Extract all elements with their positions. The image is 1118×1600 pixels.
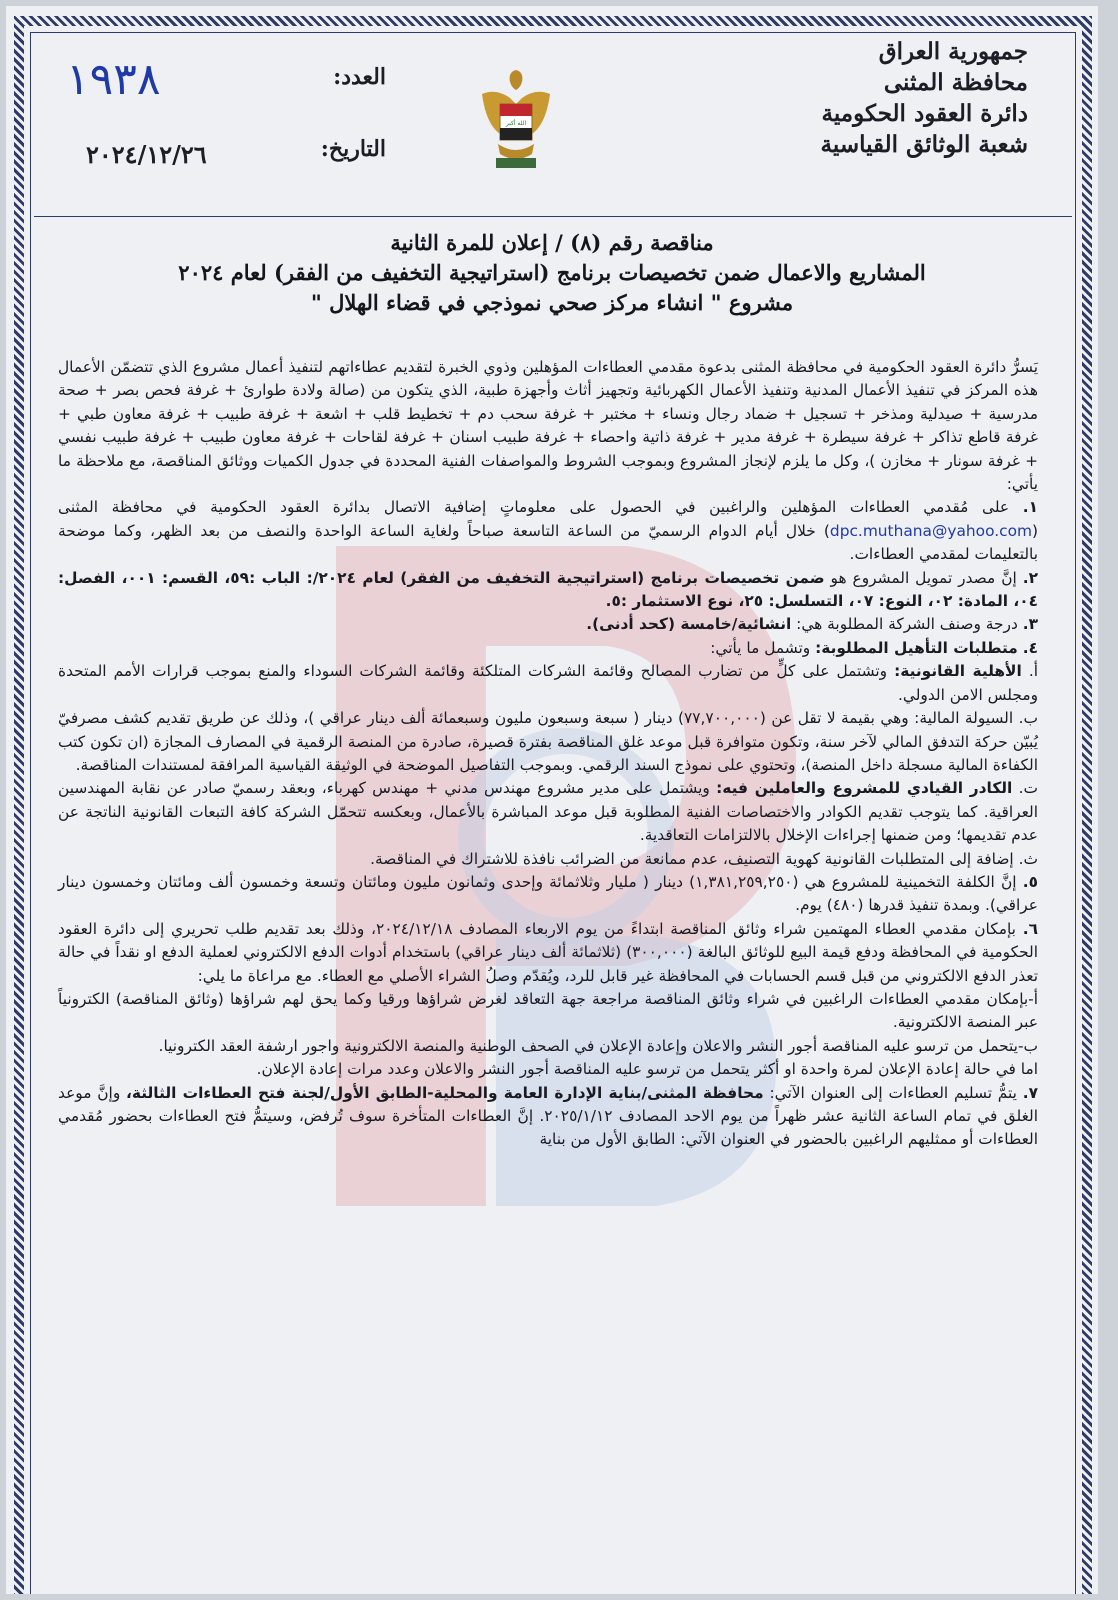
clause-number: ٣. [1022, 615, 1038, 634]
clause-number: ٥. [1022, 872, 1038, 891]
clause-3 [58, 613, 1038, 636]
clause-text: بإمكان مقدمي العطاء المهتمين شراء وثائق المناقصة ابتداءً من يوم الاربعاء المصادف ٢٠٢٤/١٢/١٨، وذلك بعد تقديم طلب تحريري إلى دائرة العقود الحكومية في المحافظة ودفع قيمة البيع للوثائق البالغة (٣٠٠,٠٠٠) (ثلاثمائة ألف دينار عراقي) باستخدام أدوات الدفع الالكتروني لعملية الدفع او نقداً في حالة تعذر الدفع الالكتروني من قبل قسم الحسابات في المحافظة غير قابل للرد، ويُقدّم وصلُ الشراء الأصلي مع العطاء. مع مراعاة ما يلي: [58, 919, 1038, 985]
division-name: شعبة الوثائق القياسية [820, 131, 1028, 158]
clause-4-c [58, 777, 1038, 847]
clause-text: وتشمل ما يأتي: [710, 638, 816, 657]
tender-number-title: مناقصة رقم (٨) / إعلان للمرة الثانية [390, 230, 714, 255]
country-name: جمهورية العراق [878, 38, 1028, 65]
clause-4-a [58, 660, 1038, 707]
submission-address: محافظة المثنى/بناية الإدارة العامة والمحلية-الطابق الأول/لجنة فتح العطاءات الثالثة، [126, 1083, 764, 1102]
governorate-name: محافظة المثنى [883, 69, 1028, 96]
clause-text: على مُقدمي العطاءات المؤهلين والراغبين في الحصول على معلوماتٍ إضافية الاتصال بدائرة العقود الحكومية في محافظة المثنى ( [58, 498, 1038, 540]
project-title: مشروع " انشاء مركز صحي نموذجي في قضاء الهلال " [310, 290, 794, 315]
header-divider [34, 216, 1072, 217]
clause-6 [58, 918, 1038, 988]
tender-titles [66, 228, 1038, 318]
sub-clause-text: ويشتمل على مدير مشروع مهندس مدني + مهندس كهرباء، وبعقد رسميّ صادر عن نقابة المهندسين العراقية. كما يتوجب تقديم الكوادر والاختصاصات الفنية المطلوبة قبل موعد المباشرة بالأعمال، وبعكسه تتحمّل الشركة كافة التبعات القانونية الناتجة عن عدم تقديمها؛ ومن ضمنها إجراءات الإخلال بالالتزامات التعاقدية. [58, 779, 1038, 845]
sub-clause-heading: الكادر القيادي للمشروع والعاملين فيه: [716, 779, 1013, 798]
announcement-body [58, 356, 1038, 1152]
clause-2 [58, 567, 1038, 614]
sub-clause-heading: الأهلية القانونية: [894, 662, 1022, 681]
clause-6-a: أ-بإمكان مقدمي العطاءات الراغبين في شراء وثائق المناقصة مراجعة جهة التعاقد لغرض شراؤها ورقيا وكما يحق لهم شراؤها (وثائق المناقصة) الكترونياً عبر المنصة الالكترونية. [58, 989, 1038, 1032]
clause-text: إنَّ مصدر تمويل المشروع هو [824, 568, 1017, 587]
clause-4 [58, 637, 1038, 660]
sub-clause-letter: ت. [1018, 779, 1038, 798]
clause-7 [58, 1082, 1038, 1152]
clause-number: ١. [1022, 498, 1038, 517]
sub-clause-letter: ب. [1018, 709, 1038, 728]
document-sheet [6, 6, 1098, 1594]
sub-clause-text: إضافة إلى المتطلبات القانونية كهوية التصنيف، عدم ممانعة من الضرائب نافذة للاشتراك في المناقصة. [370, 849, 1014, 868]
sub-clause-text: وتشتمل على كلٍّ من تضارب المصالح وقائمة الشركات المتلكئة وقائمة الشركات السوداء والمنع بموجب قرارات الأمم المتحدة ومجلس الامن الدولي. [58, 662, 1038, 704]
sub-clause-letter: ث. [1018, 849, 1038, 868]
clause-6-note: اما في حالة إعادة الإعلان لمرة واحدة او أكثر يتحمل من ترسو عليه المناقصة أجور النشر والاعلان وعدد مرات إعادة الإعلان. [256, 1060, 1038, 1079]
number-label: العدد: [333, 64, 386, 90]
intro-paragraph: يَسرُّ دائرة العقود الحكومية في محافظة المثنى بدعوة مقدمي العطاءات المؤهلين وذوي الخبرة لتقديم عطاءاتهم لتنفيذ أعمال مشروع الذي تتضمّن الأعمال هذه المركز في تنفيذ الأعمال المدنية وتنفيذ الأعمال الكهربائية وتجهيز أثاث وأجهزة طبية، الذي يتكون من (صالة ولادة طوارئ + غرفة فحص بصر + صحة مدرسية + صيدلية ومذخر + تسجيل + ضماد رجال ونساء + مختبر + غرفة سحب دم + تخطيط قلب + اشعة + غرفة طبيب + غرفة معاون طبي + غرفة قاطع تذاكر + غرفة سيطرة + غرفة مدير + غرفة ذاتية واحصاء + غرفة طبيب اسنان + غرفة لقاحات + غرفة معاون طبيب + غرفة طبيب نفسي + غرفة سونار + مخازن )، وكل ما يلزم لإنجاز المشروع وبموجب الشروط والمواصفات الفنية المحددة في جدول الكميات ووثائق المناقصة، مع ملاحظة ما يأتي: [58, 358, 1038, 494]
clause-number: ٦. [1022, 919, 1038, 938]
issuer-header [821, 36, 1028, 160]
date-label: التاريخ: [320, 136, 386, 162]
company-grade: انشائية/خامسة (كحد أدنى). [586, 615, 792, 634]
clause-5 [58, 871, 1038, 918]
clause-1 [58, 496, 1038, 566]
date-value: ٢٠٢٤/١٢/٢٦ [86, 140, 207, 169]
clause-number: ٢. [1022, 568, 1038, 587]
funding-source: ضمن تخصيصات برنامج (استراتيجية التخفيف من الفقر) لعام ٢٠٢٤/: الباب :٥٩، القسم: ٠٠١، الفصل: ٠٤، المادة: ٠٢، النوع: ٠٧، التسلسل: ٢٥، نوع الاستثمار :٥. [58, 568, 1038, 611]
clause-4-d [58, 848, 1038, 871]
clause-text: درجة وصنف الشركة المطلوبة هي: [791, 615, 1018, 634]
clause-heading: متطلبات التأهيل المطلوبة: [815, 638, 1018, 657]
department-name: دائرة العقود الحكومية [821, 100, 1028, 127]
iraq-eagle-emblem-icon [476, 64, 556, 176]
clause-4-b [58, 707, 1038, 777]
contact-email: dpc.muthana@yahoo.com [829, 521, 1032, 540]
clause-text: يتمُّ تسليم العطاءات إلى العنوان الآتي: [763, 1083, 1017, 1102]
clause-number: ٧. [1022, 1083, 1038, 1102]
clause-text: إنَّ الكلفة التخمينية للمشروع هي (١,٣٨١,٢٥٩,٢٥٠) دينار ( مليار وثلاثمائة وإحدى وثمانون مليون ومائتان وتسعة وخمسون ألف ومائتان وخمسون دينار عراقي). وبمدة تنفيذ قدرها (٤٨٠) يوم. [58, 872, 1038, 915]
number-value: ١٩٣٨ [66, 54, 161, 105]
sub-clause-text: السيولة المالية: وهي بقيمة لا تقل عن (٧٧,٧٠٠,٠٠٠) دينار ( سبعة وسبعون مليون وسبعمائة ألف دينار عراقي )، وذلك عن طريق تقديم كشف مصرفيّ يُبيّن حركة التدفق المالي لآخر سنة، وتكون متوافرة قبل موعد غلق المناقصة بفترة قصيرة، صادرة من المنصة الرقمية في المصارف المجازة (ان تكون كتب الكفاءة المالية مسجلة داخل المنصة)، وتحتوي على نموذج السند الرقمي. وبموجب التفاصيل الموضحة في الوثيقة القياسية المرافقة لمستندات المناقصة. [58, 709, 1038, 774]
svg-text:الله أكبر: الله أكبر [505, 120, 527, 127]
program-title: المشاريع والاعمال ضمن تخصيصات برنامج (استراتيجية التخفيف من الفقر) لعام ٢٠٢٤ [178, 260, 926, 285]
sub-clause-letter: أ. [1028, 662, 1038, 681]
clause-text: ) خلال أيام الدوام الرسميّ من الساعة التاسعة صباحاً ولغاية الساعة الواحدة والنصف من بعد الظهر، وكما موضحة بالتعليمات لمقدمي العطاءات. [58, 521, 1038, 564]
clause-text: وإنَّ موعد الغلق في تمام الساعة الثانية عشر ظهراً من يوم الاحد المصادف ٢٠٢٥/١/١٢. إنَّ العطاءات المتأخرة سوف تُرفض، وسيتمُّ فتح العطاءات بحضور مُقدمي العطاءات أو ممثليهم الراغبين بالحضور في العنوان الآتي: الطابق الأول من بناية [58, 1083, 1038, 1149]
clause-6-b: ب-يتحمل من ترسو عليه المناقصة أجور النشر والاعلان وإعادة الإعلان في الصحف الوطنية والمنصة الالكترونية واجور ارشفة العقد الكترونيا. [158, 1036, 1038, 1055]
clause-number: ٤. [1022, 638, 1038, 657]
